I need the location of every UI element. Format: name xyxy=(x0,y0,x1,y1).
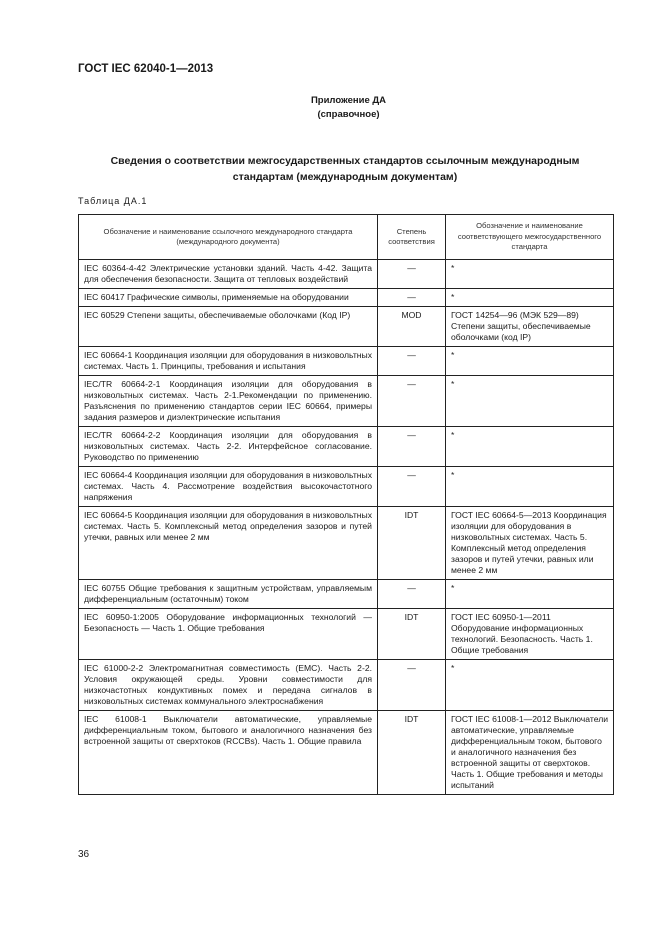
table-cell-ref: IEC/TR 60664-2-1 Координация изоляции для оборудования в низковольтных системах. Часть 2-1.Рекомендации по применению. Разъяснения по применению стандартов серии IEC 60664, примеры задания размеров и диэлектрические испытания xyxy=(79,376,378,427)
correspondence-table xyxy=(78,214,614,795)
table-row xyxy=(79,711,614,795)
table-cell-national: ГОСТ IEC 60664-5—2013 Координация изоляции для оборудования в низковольтных системах. Часть 5. Комплексный метод определения зазоров и путей утечки, равных или менее 2 мм xyxy=(446,507,614,580)
table-cell-national: * xyxy=(446,580,614,609)
table-row xyxy=(79,507,614,580)
table-cell-degree: — xyxy=(378,660,446,711)
table-row xyxy=(79,260,614,289)
column-header-ref: Обозначение и наименование ссылочного международного стандарта (международного документа) xyxy=(79,215,378,260)
column-header-degree: Степень соответствия xyxy=(378,215,446,260)
table-cell-degree: IDT xyxy=(378,609,446,660)
table-header-row xyxy=(79,215,614,260)
table-cell-ref: IEC 61008-1 Выключатели автоматические, управляемые дифференциальным током, бытового и аналогичного назначения без встроенной защиты от сверхтоков (RCCBs). Часть 1. Общие правила xyxy=(79,711,378,795)
table-cell-ref: IEC 60417 Графические символы, применяемые на оборудовании xyxy=(79,289,378,307)
table-cell-degree: IDT xyxy=(378,711,446,795)
table-cell-degree: — xyxy=(378,427,446,467)
table-row xyxy=(79,609,614,660)
table-cell-ref: IEC 60664-4 Координация изоляции для оборудования в низковольтных системах. Часть 4. Рассмотрение воздействия высокочастотного напряжения xyxy=(79,467,378,507)
table-cell-degree: — xyxy=(378,260,446,289)
table-cell-ref: IEC 60664-5 Координация изоляции для оборудования в низковольтных системах. Часть 5. Комплексный метод определения зазоров и путей утечки, равных или менее 2 мм xyxy=(79,507,378,580)
table-cell-national: * xyxy=(446,260,614,289)
section-heading: Сведения о соответствии межгосударственных стандартов ссылочным международным стандартам (международным документам) xyxy=(110,155,580,183)
table-cell-national: * xyxy=(446,347,614,376)
table-cell-national: ГОСТ IEC 60950-1—2011 Оборудование информационных технологий. Безопасность. Часть 1. Общие требования xyxy=(446,609,614,660)
table-cell-ref: IEC 60364-4-42 Электрические установки зданий. Часть 4-42. Защита для обеспечения безопасности. Защита от тепловых воздействий xyxy=(79,260,378,289)
document-code: ГОСТ IEC 62040-1—2013 xyxy=(78,63,214,75)
appendix-subtitle: (справочное) xyxy=(317,109,380,120)
table-row xyxy=(79,376,614,427)
column-header-national: Обозначение и наименование соответствующего межгосударственного стандарта xyxy=(446,215,614,260)
table-cell-degree: — xyxy=(378,376,446,427)
table-cell-degree: — xyxy=(378,347,446,376)
table-cell-degree: — xyxy=(378,467,446,507)
table-cell-ref: IEC 61000-2-2 Электромагнитная совместимость (EMC). Часть 2-2. Условия окружающей среды. Уровни совместимости для низкочастотных кондуктивных помех и передача сигналов в низковольтных системах коммунального электроснабжения xyxy=(79,660,378,711)
table-row xyxy=(79,307,614,347)
table-row xyxy=(79,580,614,609)
table-cell-national: * xyxy=(446,289,614,307)
table-cell-degree: IDT xyxy=(378,507,446,580)
appendix-block xyxy=(0,94,661,122)
table-row xyxy=(79,289,614,307)
table-cell-degree: MOD xyxy=(378,307,446,347)
table-row xyxy=(79,467,614,507)
table-cell-ref: IEC 60950-1:2005 Оборудование информационных технологий — Безопасность — Часть 1. Общие требования xyxy=(79,609,378,660)
page-number: 36 xyxy=(78,849,90,860)
table-cell-national: ГОСТ 14254—96 (МЭК 529—89) Степени защиты, обеспечиваемые оболочками (код IP) xyxy=(446,307,614,347)
table-row xyxy=(79,660,614,711)
table-row xyxy=(79,347,614,376)
table-cell-ref: IEC 60529 Степени защиты, обеспечиваемые оболочками (Код IP) xyxy=(79,307,378,347)
appendix-title: Приложение ДА xyxy=(310,95,387,106)
table-cell-degree: — xyxy=(378,580,446,609)
table-cell-ref: IEC/TR 60664-2-2 Координация изоляции для оборудования в низковольтных системах. Часть 2-2. Интерфейсное согласование. Руководство по применению xyxy=(79,427,378,467)
table-caption: Таблица ДА.1 xyxy=(78,196,148,206)
table-cell-national: * xyxy=(446,376,614,427)
table-cell-national: * xyxy=(446,660,614,711)
table-cell-national: * xyxy=(446,467,614,507)
table-cell-national: ГОСТ IEC 61008-1—2012 Выключатели автоматические, управляемые дифференциальным током, бытового и аналогичного назначения без встроенной защиты от сверхтоков. Часть 1. Общие требования и методы испытаний xyxy=(446,711,614,795)
table-cell-degree: — xyxy=(378,289,446,307)
table-row xyxy=(79,427,614,467)
table-cell-national: * xyxy=(446,427,614,467)
table-cell-ref: IEC 60755 Общие требования к защитным устройствам, управляемым дифференциальным (остаточным) током xyxy=(79,580,378,609)
table-cell-ref: IEC 60664-1 Координация изоляции для оборудования в низковольтных системах. Часть 1. Принципы, требования и испытания xyxy=(79,347,378,376)
